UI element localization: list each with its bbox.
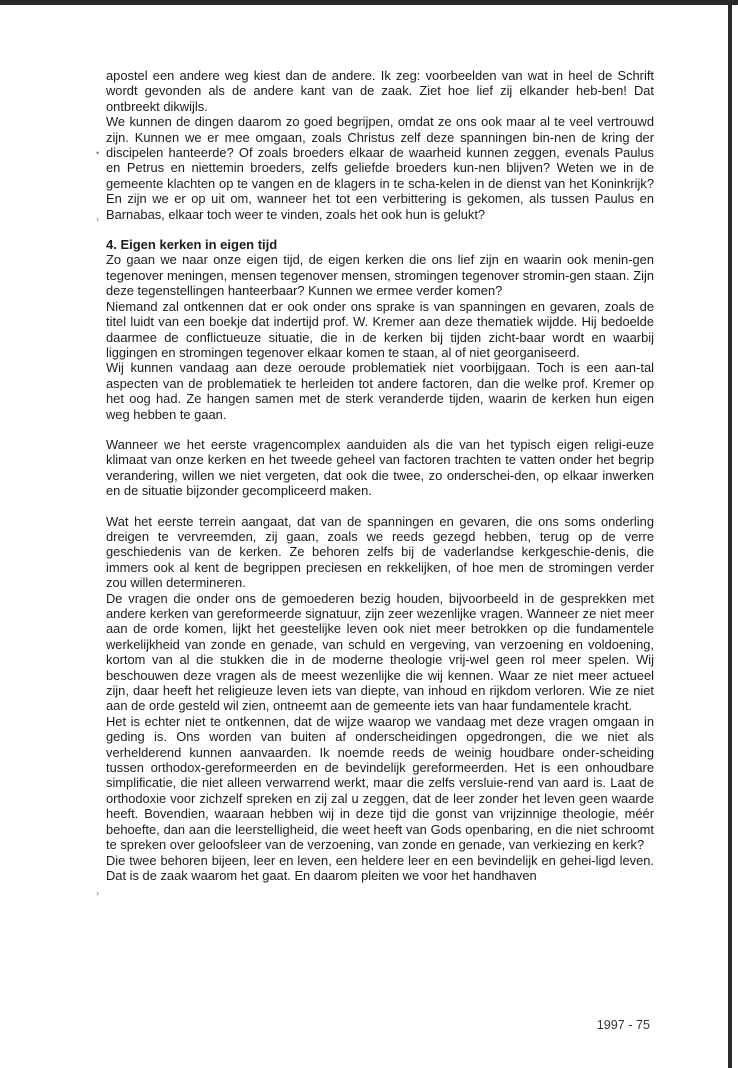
paragraph: We kunnen de dingen daarom zo goed begrijpen, omdat ze ons ook maar al te veel vertrouwd zijn. Kunnen we er mee omgaan, zoals Christus zelf deze spanningen bin-nen de kring der discipelen hanteerde? Of zoals broeders elkaar de waarheid kunnen zeggen, evenals Paulus en Petrus en niettemin broeders, zelfs geliefde broeders kun-nen blijven? Weten we in de gemeente klachten op te vangen en de klagers in te scha-kelen in de dienst van het Koninkrijk? En zijn we er op uit om, wanneer het tot een verbittering is gekomen, als tussen Paulus en Barnabas, elkaar toch weer te vinden, zoals het ook hun is gelukt? <box>106 114 654 222</box>
document-page <box>106 68 654 883</box>
margin-mark: • <box>96 148 100 158</box>
paragraph: Het is echter niet te ontkennen, dat de wijze waarop we vandaag met deze vragen omgaan in geding is. Ons worden van buiten af onderscheidingen opgedrongen, die we niet als verhelderend kunnen aanvaarden. Ik noemde reeds de weinig houdbare onder-scheiding tussen orthodox-gereformeerden en de bevindelijk gereformeerden. Het is een onhoudbare simplificatie, die niet alleen verwarrend werkt, maar die zelfs versluie-rend van aard is. Laat de orthodoxie voor zichzelf spreken en zij zal u zeggen, dat de leer zonder het leven geen waarde heeft. Bovendien, waaraan hebben wij in deze tijd die gonst van vrijzinnige theologie, méér behoefte, dan aan die leerstelligheid, die weet heeft van Gods openbaring, en die niet schroomt te spreken over geloofsleer van de verzoening, van zonde en genade, van verkiezing en kerk? <box>106 713 654 853</box>
paragraph: Zo gaan we naar onze eigen tijd, de eigen kerken die ons lief zijn en waarin ook menin-gen tegenover meningen, mensen tegenover mensen, stromingen tegenover stromin-gen staan. Zijn deze tegenstellingen hanteerbaar? Kunnen we ermee verder komen? <box>106 252 654 299</box>
scan-top-border <box>0 0 738 5</box>
margin-mark: › <box>96 888 99 898</box>
paragraph: Wat het eerste terrein aangaat, dat van de spanningen en gevaren, die ons soms onderling dreigen te vervreemden, zij gaan, zoals we reeds gezegd hebben, terug op de verre geschiedenis van de kerken. Ze behoren zelfs bij de vaderlandse kerkgeschie-denis, die immers ook al kent de begrippen preciesen en rekkelijken, of hoe men de stromingen verder zou willen determineren. <box>106 513 654 591</box>
paragraph: Wij kunnen vandaag aan deze oeroude problematiek niet voorbijgaan. Toch is een aan-tal aspecten van de problematiek te herleiden tot andere factoren, dan die welke prof. Kremer op het oog had. Ze hangen samen met de sterk veranderde tijden, waarin de kerken hun eigen weg hebben te gaan. <box>106 360 654 422</box>
page-number: 1997 - 75 <box>596 1018 650 1032</box>
paragraph: Niemand zal ontkennen dat er ook onder ons sprake is van spanningen en gevaren, zoals de titel luidt van een boekje dat indertijd prof. W. Kremer aan deze thematiek wijdde. Hij bedoelde daarmee de conflictueuze situatie, die in de kerken bij tijden zicht-baar wordt en waarbij liggingen en stromingen tegenover elkaar komen te staan, al of niet georganiseerd. <box>106 298 654 360</box>
section-heading: 4. Eigen kerken in eigen tijd <box>106 237 278 253</box>
paragraph: Wanneer we het eerste vragencomplex aanduiden als die van het typisch eigen religi-euze klimaat van onze kerken en het tweede geheel van factoren trachten te vatten onder het begrip verandering, willen we niet vergeten, dat ook die twee, zo onderschei-den, op elkaar inwerken en de situatie bijzonder gecompliceerd maken. <box>106 436 654 499</box>
margin-mark: › <box>96 214 99 224</box>
scan-right-border <box>728 0 732 1068</box>
paragraph: De vragen die onder ons de gemoederen bezig houden, bijvoorbeeld in de gesprekken met andere kerken van gereformeerde signatuur, zijn zeer wezenlijke vragen. Wanneer ze niet meer aan de orde komen, lijkt het geestelijke leven ook niet meer betrokken op die fundamentele werkelijkheid van zonde en genade, van schuld en vergeving, van verzoening en voldoening, kortom van al die stukken die in de moderne theologie vrij-wel geen rol meer spelen. Wij beschouwen deze vragen als de meest wezenlijke die wij kennen. Waar ze niet meer actueel zijn, daar heeft het religieuze leven iets van diepte, van inhoud en rijkdom verloren. Wie ze niet aan de orde gesteld wil zien, ontneemt aan de gemeente iets van haar fundamentele kracht. <box>106 590 654 714</box>
paragraph: Die twee behoren bijeen, leer en leven, een heldere leer en een bevindelijk en gehei-ligd leven. Dat is de zaak waarom het gaat. En daarom pleiten we voor het handhaven <box>106 852 654 883</box>
paragraph: apostel een andere weg kiest dan de andere. Ik zeg: voorbeelden van wat in heel de Schrift wordt gevonden als de andere kant van de zaak. Ziet hoe lief zij elkander heb-ben! Dat ontbreekt dikwijls. <box>106 68 654 114</box>
